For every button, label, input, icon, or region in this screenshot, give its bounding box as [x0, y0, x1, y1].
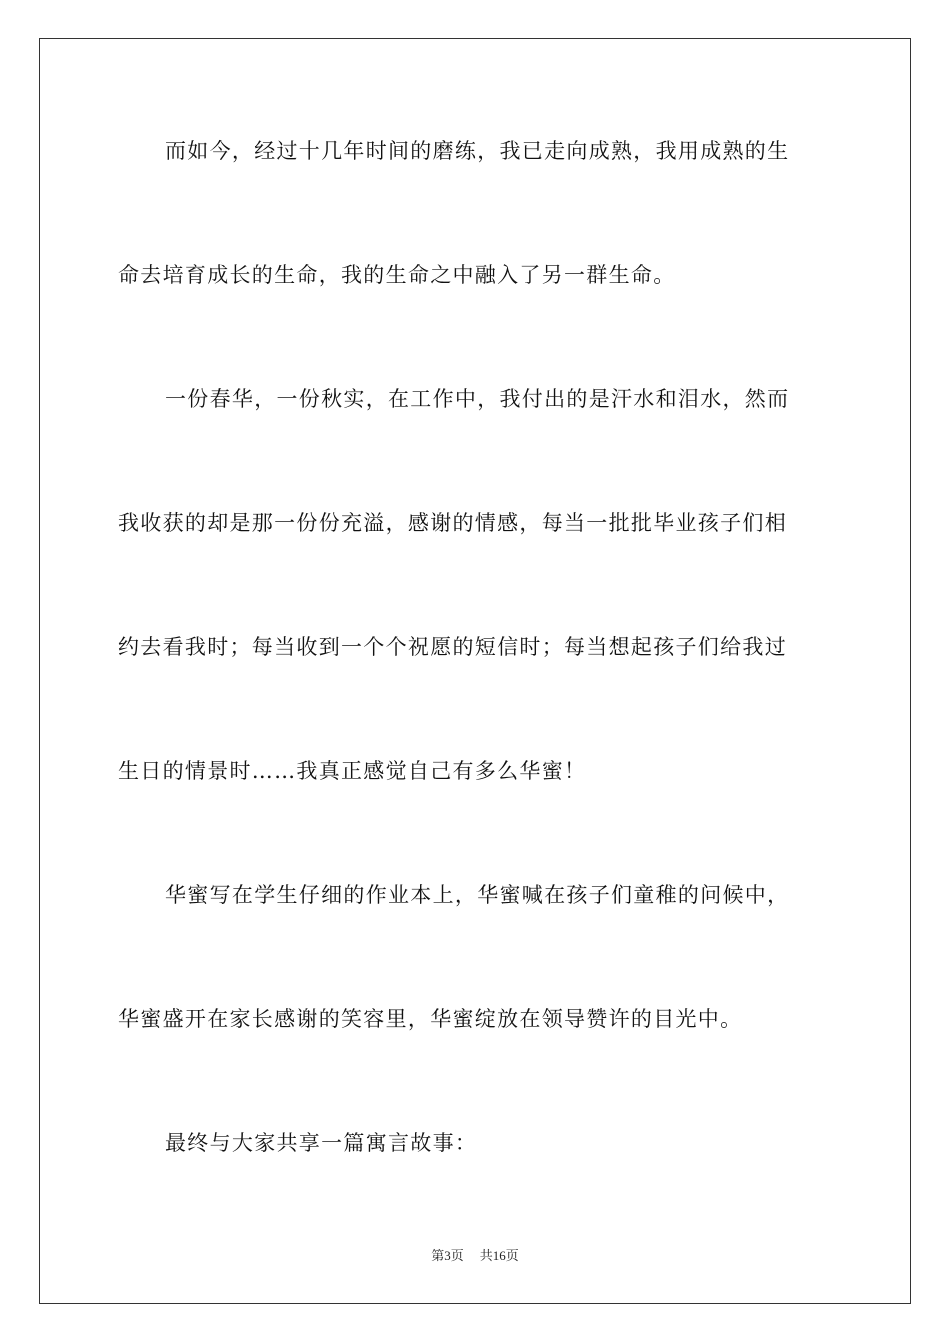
paragraph-3-line-2: 华蜜盛开在家长感谢的笑容里，华蜜绽放在领导赞许的目光中。 [118, 1007, 743, 1031]
paragraph-2-line-4: 生日的情景时……我真正感觉自己有多么华蜜！ [118, 759, 587, 783]
paragraph-3-line-1: 华蜜写在学生仔细的作业本上，华蜜喊在孩子们童稚的问候中， [165, 883, 790, 907]
paragraph-2-line-1: 一份春华，一份秋实，在工作中，我付出的是汗水和泪水，然而 [165, 387, 790, 411]
page-border [39, 38, 911, 1304]
page-number: 第3页 [431, 1248, 464, 1263]
paragraph-2-line-2: 我收获的却是那一份份充溢，感谢的情感，每当一批批毕业孩子们相 [118, 511, 787, 535]
paragraph-1-line-1: 而如今，经过十几年时间的磨练，我已走向成熟，我用成熟的生 [165, 139, 790, 163]
paragraph-2-line-3: 约去看我时；每当收到一个个祝愿的短信时；每当想起孩子们给我过 [118, 635, 787, 659]
page-footer [0, 1246, 950, 1266]
page-total: 共16页 [479, 1248, 519, 1263]
paragraph-4-line-1: 最终与大家共享一篇寓言故事： [165, 1131, 478, 1155]
paragraph-1-line-2: 命去培育成长的生命，我的生命之中融入了另一群生命。 [118, 263, 676, 287]
